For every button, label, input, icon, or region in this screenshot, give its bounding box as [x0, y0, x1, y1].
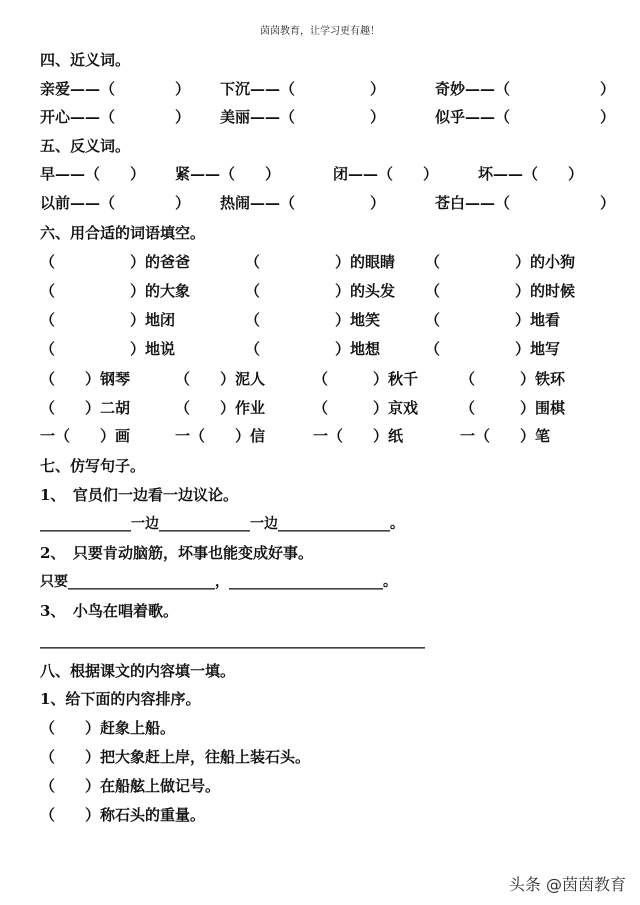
question-3: 3、 小鸟在唱着歌。 — [40, 602, 178, 620]
order-item[interactable]: （ ）在船舷上做记号。 — [40, 777, 221, 795]
fill-item[interactable]: （ ）地想 — [245, 340, 381, 358]
synonym-row-1 — [40, 77, 616, 101]
antonym-item[interactable]: 紧——（ ） — [175, 165, 281, 183]
answer-line-1[interactable]: _____________一边_____________一边________________。 — [40, 516, 404, 532]
fill-row — [40, 250, 610, 274]
answer-line-3[interactable]: _______________________________________________________ — [40, 633, 425, 649]
section-8-title: 八、根据课文的内容填一填。 — [40, 662, 236, 680]
antonym-row-1 — [40, 162, 610, 186]
fill-item[interactable]: （ ）的头发 — [245, 282, 396, 300]
fill-item[interactable]: （ ）地看 — [425, 311, 561, 329]
measure-row — [40, 424, 610, 448]
measure-row — [40, 396, 610, 420]
measure-item[interactable]: （ ）泥人 — [175, 370, 266, 388]
measure-item[interactable]: （ ）围棋 — [460, 399, 566, 417]
fill-item[interactable]: （ ）的时候 — [425, 282, 576, 300]
synonym-item[interactable]: 美丽——（ ） — [220, 108, 386, 126]
fill-item[interactable]: （ ）地闭 — [40, 311, 176, 329]
antonym-item[interactable]: 坏——（ ） — [478, 165, 584, 183]
fill-item[interactable]: （ ）地说 — [40, 340, 176, 358]
synonym-row-2 — [40, 105, 616, 129]
section-6-title: 六、用合适的词语填空。 — [40, 224, 206, 242]
synonym-item[interactable]: 亲爱——（ ） — [40, 80, 191, 98]
measure-item[interactable]: 一（ ）纸 — [313, 427, 404, 445]
section-7-title: 七、仿写句子。 — [40, 457, 146, 475]
measure-item[interactable]: （ ）秋千 — [313, 370, 419, 388]
fill-item[interactable]: （ ）的眼睛 — [245, 253, 396, 271]
measure-item[interactable]: （ ）钢琴 — [40, 370, 131, 388]
order-item[interactable]: （ ）把大象赶上岸，往船上装石头。 — [40, 748, 311, 766]
section-4-title: 四、近义词。 — [40, 51, 131, 69]
order-item[interactable]: （ ）称石头的重量。 — [40, 806, 206, 824]
question-1: 1、 官员们一边看一边议论。 — [40, 486, 238, 504]
measure-item[interactable]: 一（ ）笔 — [460, 427, 551, 445]
measure-item[interactable]: （ ）二胡 — [40, 399, 131, 417]
measure-item[interactable]: 一（ ）信 — [175, 427, 266, 445]
fill-item[interactable]: （ ）的爸爸 — [40, 253, 191, 271]
subquestion-title: 1、给下面的内容排序。 — [40, 690, 201, 708]
synonym-item[interactable]: 开心——（ ） — [40, 108, 191, 126]
antonym-item[interactable]: 闭——（ ） — [333, 165, 439, 183]
measure-item[interactable]: （ ）京戏 — [313, 399, 419, 417]
synonym-item[interactable]: 下沉——（ ） — [220, 80, 386, 98]
fill-item[interactable]: （ ）的大象 — [40, 282, 191, 300]
fill-item[interactable]: （ ）地笑 — [245, 311, 381, 329]
synonym-item[interactable]: 似乎——（ ） — [435, 108, 616, 126]
page-header: 茵茵教育，让学习更有趣！ — [260, 26, 380, 37]
synonym-item[interactable]: 奇妙——（ ） — [435, 80, 616, 98]
fill-row — [40, 279, 610, 303]
fill-item[interactable]: （ ）的小狗 — [425, 253, 576, 271]
watermark: 头条 @茵茵教育 — [508, 875, 626, 894]
fill-row — [40, 337, 610, 361]
antonym-item[interactable]: 以前——（ ） — [40, 194, 191, 212]
answer-line-2[interactable]: 只要_____________________，______________________。 — [40, 574, 397, 590]
fill-row — [40, 308, 610, 332]
measure-row — [40, 367, 610, 391]
antonym-item[interactable]: 苍白——（ ） — [435, 194, 616, 212]
section-5-title: 五、反义词。 — [40, 137, 131, 155]
measure-item[interactable]: 一（ ）画 — [40, 427, 131, 445]
measure-item[interactable]: （ ）铁环 — [460, 370, 566, 388]
question-2: 2、 只要肯动脑筋，坏事也能变成好事。 — [40, 544, 313, 562]
order-item[interactable]: （ ）赶象上船。 — [40, 719, 176, 737]
antonym-row-2 — [40, 191, 616, 215]
fill-item[interactable]: （ ）地写 — [425, 340, 561, 358]
antonym-item[interactable]: 热闹——（ ） — [220, 194, 386, 212]
antonym-item[interactable]: 早——（ ） — [40, 165, 146, 183]
measure-item[interactable]: （ ）作业 — [175, 399, 266, 417]
